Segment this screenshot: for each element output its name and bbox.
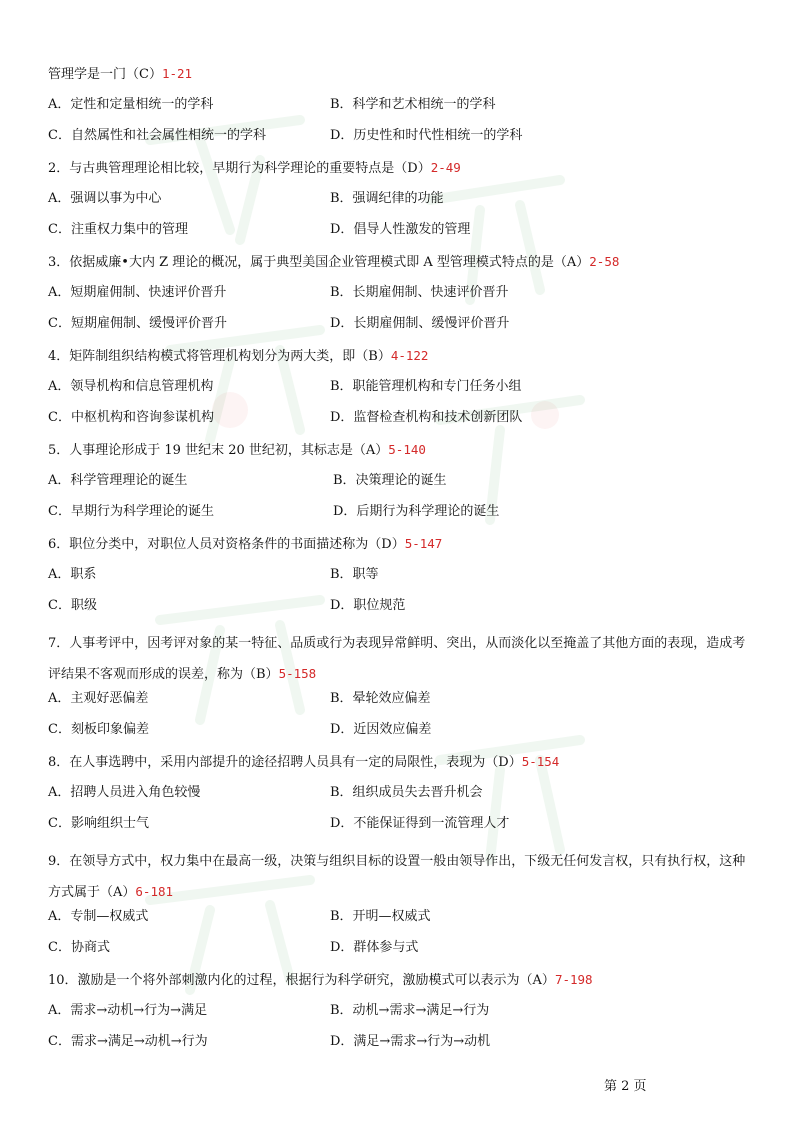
option-c: C．刻板印象偏差: [48, 722, 149, 737]
option-c: C．短期雇佣制、缓慢评价晋升: [48, 316, 227, 331]
question-3: [48, 254, 619, 271]
option-c: C．中枢机构和咨询参谋机构: [48, 410, 214, 425]
option-b: B．开明—权威式: [330, 909, 431, 924]
option-d: D．满足→需求→行为→动机: [330, 1034, 491, 1049]
option-c: C．协商式: [48, 940, 110, 955]
option-d: D．职位规范: [330, 598, 406, 613]
option-d: D．倡导人性激发的管理: [330, 222, 471, 237]
option-a: A．领导机构和信息管理机构: [48, 379, 214, 394]
option-b: B．长期雇佣制、快速评价晋升: [330, 285, 509, 300]
option-b: B．动机→需求→满足→行为: [330, 1003, 490, 1018]
option-b: B．晕轮效应偏差: [330, 691, 431, 706]
option-b: B．决策理论的诞生: [333, 473, 447, 488]
option-c: C．自然属性和社会属性相统一的学科: [48, 128, 266, 143]
option-d: D．监督检查机构和技术创新团队: [330, 410, 523, 425]
page-reference: 6-181: [135, 884, 174, 899]
question-text: 3．依据威廉•大内 Z 理论的概况，属于典型美国企业管理模式即 A 型管理模式特点的是（A）: [48, 255, 590, 270]
question-text: 2．与古典管理理论相比较，早期行为科学理论的重要特点是（D）: [48, 161, 431, 176]
question-text: 7．人事考评中，因考评对象的某一特征、品质或行为表现异常鲜明、突出，从而淡化以至掩盖了其他方面的表现，造成考评结果不客观而形成的误差，称为（B）: [48, 636, 746, 682]
question-9: [48, 847, 748, 908]
page-reference: 7-198: [554, 972, 593, 987]
option-c: C．注重权力集中的管理: [48, 222, 188, 237]
option-b: B．强调纪律的功能: [330, 191, 444, 206]
option-c: C．影响组织士气: [48, 816, 149, 831]
question-8: [48, 754, 559, 771]
option-a: A．科学管理理论的诞生: [48, 473, 188, 488]
question-text: 6．职位分类中，对职位人员对资格条件的书面描述称为（D）: [48, 537, 405, 552]
question-text: 4．矩阵制组织结构模式将管理机构划分为两大类，即（B）: [48, 349, 391, 364]
question-text: 5．人事理论形成于 19 世纪末 20 世纪初，其标志是（A）: [48, 443, 389, 458]
option-c: C．早期行为科学理论的诞生: [48, 504, 214, 519]
page-reference: 4-122: [390, 348, 429, 363]
question-text: 9．在领导方式中，权力集中在最高一级，决策与组织目标的设置一般由领导作出，下级无任何发言权，只有执行权，这种方式属于（A）: [48, 854, 746, 900]
option-a: A．定性和定量相统一的学科: [48, 97, 214, 112]
question-text: 10．激励是一个将外部刺激内化的过程，根据行为科学研究，激励模式可以表示为（A）: [48, 973, 555, 988]
option-d: D．不能保证得到一流管理人才: [330, 816, 510, 831]
option-b: B．职能管理机构和专门任务小组: [330, 379, 522, 394]
option-b: B．科学和艺术相统一的学科: [330, 97, 496, 112]
page-number: 第 2 页: [604, 1079, 647, 1094]
page-reference: 5-140: [388, 442, 426, 457]
page-reference: 2-58: [589, 254, 620, 269]
question-5: [48, 442, 426, 459]
question-7: [48, 629, 748, 690]
question-text: 8．在人事选聘中，采用内部提升的途径招聘人员具有一定的局限性，表现为（D）: [48, 755, 522, 770]
option-c: C．职级: [48, 598, 97, 613]
question-6: [48, 536, 442, 553]
page-reference: 5-158: [278, 666, 317, 681]
option-b: B．组织成员失去晋升机会: [330, 785, 483, 800]
option-a: A．强调以事为中心: [48, 191, 162, 206]
option-a: A．职系: [48, 567, 97, 582]
option-b: B．职等: [330, 567, 379, 582]
option-d: D．后期行为科学理论的诞生: [333, 504, 500, 519]
option-d: D．群体参与式: [330, 940, 419, 955]
page-reference: 1-21: [161, 66, 193, 81]
option-a: A．招聘人员进入角色较慢: [48, 785, 201, 800]
option-a: A．主观好恶偏差: [48, 691, 149, 706]
question-1: [48, 66, 192, 83]
option-a: A．需求→动机→行为→满足: [48, 1003, 208, 1018]
option-a: A．专制—权威式: [48, 909, 149, 924]
page-reference: 5-154: [521, 754, 560, 769]
question-4: [48, 348, 428, 365]
question-10: [48, 972, 593, 989]
question-text: 管理学是一门（C）: [48, 67, 162, 82]
option-a: A．短期雇佣制、快速评价晋升: [48, 285, 227, 300]
page-reference: 5-147: [404, 536, 443, 551]
option-c: C．需求→满足→动机→行为: [48, 1034, 208, 1049]
option-d: D．近因效应偏差: [330, 722, 432, 737]
option-d: D．历史性和时代性相统一的学科: [330, 128, 523, 143]
page-reference: 2-49: [430, 160, 461, 175]
option-d: D．长期雇佣制、缓慢评价晋升: [330, 316, 510, 331]
question-2: [48, 160, 461, 177]
